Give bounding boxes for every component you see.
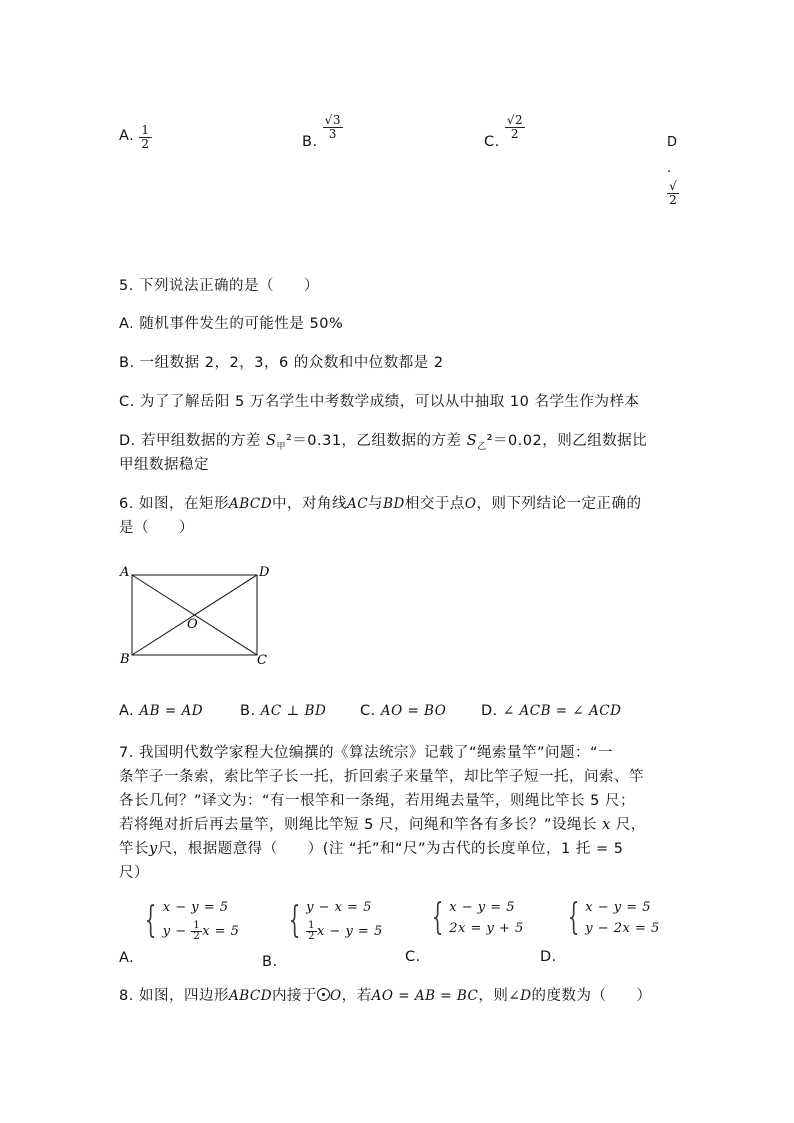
q4-option-c-fraction: $\frac{√2}{2}$ bbox=[506, 113, 524, 141]
q7-option-c-system: { x − y = 5 2x = y + 5 bbox=[431, 897, 524, 938]
q7-option-d: D. { x − y = 5 y − 2x = 5 bbox=[540, 897, 660, 965]
q6-option-d: D. ∠ ACB = ∠ ACD bbox=[481, 703, 622, 719]
q4-option-a-fraction: $\frac{1}{2}$ bbox=[141, 123, 150, 151]
q7-line1: 7. 我国明代数学家程大位编撰的《算法统宗》记载了“绳索量竿”问题：“一 bbox=[119, 745, 613, 761]
rectangle-diagram bbox=[112, 560, 282, 672]
q5-option-b: B. 一组数据 2，2，3，6 的众数和中位数都是 2 bbox=[119, 355, 444, 371]
q7-option-d-system: { x − y = 5 y − 2x = 5 bbox=[567, 897, 660, 938]
q7-line5: 竿长y尺，根据题意得（ ）(注 “托”和“尺”为古代的长度单位，1 托 = 5 bbox=[119, 841, 624, 857]
vertex-label-a: A bbox=[120, 565, 130, 580]
q4-option-b: B. $\frac{√3}{3}$ bbox=[302, 113, 341, 150]
q8-stem: 8. 如图，四边形ABCD内接于 O，若AO = AB = BC，则∠D的度数为（ ） bbox=[119, 988, 652, 1004]
q7-line2: 条竿子一条索，索比竿子长一托，折回索子来量竿，却比竿子短一托，问索、竿 bbox=[119, 769, 644, 785]
circle-dot-icon bbox=[317, 988, 330, 1001]
q5-stem: 5. 下列说法正确的是（ ） bbox=[119, 278, 319, 294]
q6-option-c: C. AO = BO bbox=[360, 703, 447, 719]
vertex-label-d: D bbox=[259, 565, 270, 580]
q4-option-a: A. $\frac{1}{2}$ bbox=[119, 123, 150, 151]
q6-stem-line1: 6. 如图，在矩形ABCD中，对角线AC与BD相交于点O，则下列结论一定正确的 bbox=[119, 496, 642, 512]
center-label-o: O bbox=[187, 617, 198, 632]
q7-option-a-system: { x − y = 5 y − $\frac{1}{2}$ x = 5 bbox=[145, 900, 240, 942]
vertex-label-b: B bbox=[120, 652, 130, 667]
q4-option-d-fraction: $\frac{√}{2}$ bbox=[669, 180, 677, 207]
q7-option-b: B. { y − x = 5 $\frac{1}{2}$ x − y = 5 bbox=[262, 900, 383, 970]
q7-option-b-system: { y − x = 5 $\frac{1}{2}$ x − y = 5 bbox=[288, 900, 383, 942]
q7-line6: 尺） bbox=[119, 865, 149, 881]
q5-option-a: A. 随机事件发生的可能性是 50% bbox=[119, 316, 344, 332]
q4-option-c: C. $\frac{√2}{2}$ bbox=[484, 113, 524, 150]
q5-option-c: C. 为了了解岳阳 5 万名学生中考数学成绩，可以从中抽取 10 名学生作为样本 bbox=[119, 394, 640, 410]
q6-stem-line2: 是（ ） bbox=[119, 520, 194, 536]
vertex-label-c: C bbox=[257, 653, 267, 668]
q4-option-d: D . $\frac{√}{2}$ bbox=[667, 135, 678, 207]
q4-option-b-fraction: $\frac{√3}{3}$ bbox=[324, 113, 341, 141]
q7-option-c: C. { x − y = 5 2x = y + 5 bbox=[405, 897, 524, 965]
q5-option-d-line1: D. 若甲组数据的方差 $S_甲^2=0.31$，乙组数据的方差 $S_乙^2=0.02$，则乙组数据比 bbox=[119, 433, 648, 452]
q6-option-a: A. AB = AD bbox=[119, 703, 204, 719]
q5-option-d-line2: 甲组数据稳定 bbox=[119, 457, 209, 473]
q7-option-a: A. { x − y = 5 y − $\frac{1}{2}$ x = 5 bbox=[119, 900, 240, 966]
q7-line4: 若将绳对折后再去量竿，则绳比竿短 5 尺，问绳和竿各有多长？”设绳长 x 尺， bbox=[119, 817, 646, 833]
q6-option-b: B. AC ⊥ BD bbox=[240, 703, 327, 719]
q7-line3: 各长几何？”译文为：“有一根竿和一条绳，若用绳去量竿，则绳比竿长 5 尺； bbox=[119, 793, 635, 809]
